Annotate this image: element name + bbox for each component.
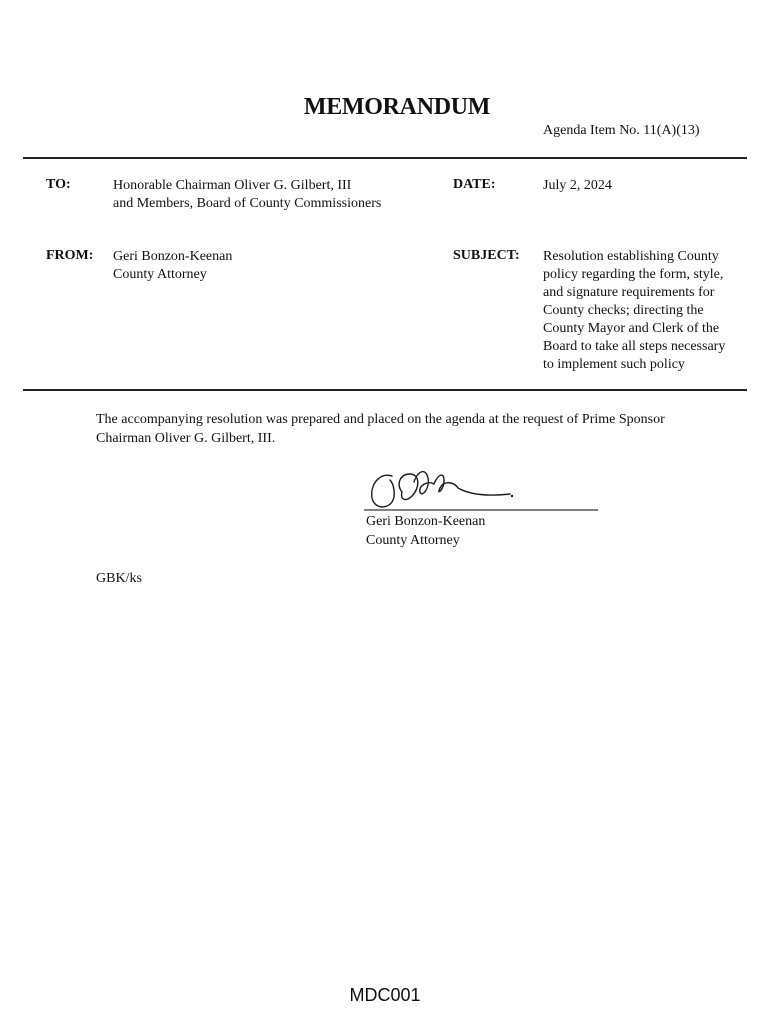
to-line: Honorable Chairman Oliver G. Gilbert, III <box>113 178 352 193</box>
body-line: Chairman Oliver G. Gilbert, III. <box>96 431 276 446</box>
from-label: FROM: <box>46 248 94 263</box>
body-line: The accompanying resolution was prepared and placed on the agenda at the request of Prime Sponsor <box>96 412 665 427</box>
signature-block <box>366 512 485 550</box>
to-line: and Members, Board of County Commissioners <box>113 196 382 211</box>
signature-dot <box>511 495 513 497</box>
subject-text <box>543 248 725 374</box>
typist-initials: GBK/ks <box>96 571 142 586</box>
memo-body <box>96 410 736 448</box>
memo-title: MEMORANDUM <box>303 94 491 120</box>
top-divider <box>23 157 747 159</box>
handwritten-signature <box>362 462 602 518</box>
signer-name: Geri Bonzon-Keenan <box>366 514 486 529</box>
agenda-item-number: Agenda Item No. 11(A)(13) <box>543 123 700 138</box>
date-value: July 2, 2024 <box>543 178 612 193</box>
bottom-divider <box>23 389 747 391</box>
page-footer-code: MDC001 <box>349 985 421 1005</box>
subject-line: Board to take all steps necessary <box>543 339 726 354</box>
subject-label: SUBJECT: <box>453 248 520 263</box>
subject-line: to implement such policy <box>543 357 685 372</box>
to-recipient <box>113 177 381 213</box>
subject-line: County Mayor and Clerk of the <box>543 321 720 336</box>
signer-title: County Attorney <box>366 533 460 548</box>
to-label: TO: <box>46 177 71 192</box>
from-line: Geri Bonzon-Keenan <box>113 249 233 264</box>
date-label: DATE: <box>453 177 496 192</box>
subject-line: Resolution establishing County <box>543 249 719 264</box>
subject-line: policy regarding the form, style, <box>543 267 724 282</box>
signature-stroke <box>372 472 510 507</box>
subject-line: and signature requirements for <box>543 285 715 300</box>
subject-line: County checks; directing the <box>543 303 704 318</box>
from-line: County Attorney <box>113 267 207 282</box>
from-sender <box>113 248 232 284</box>
